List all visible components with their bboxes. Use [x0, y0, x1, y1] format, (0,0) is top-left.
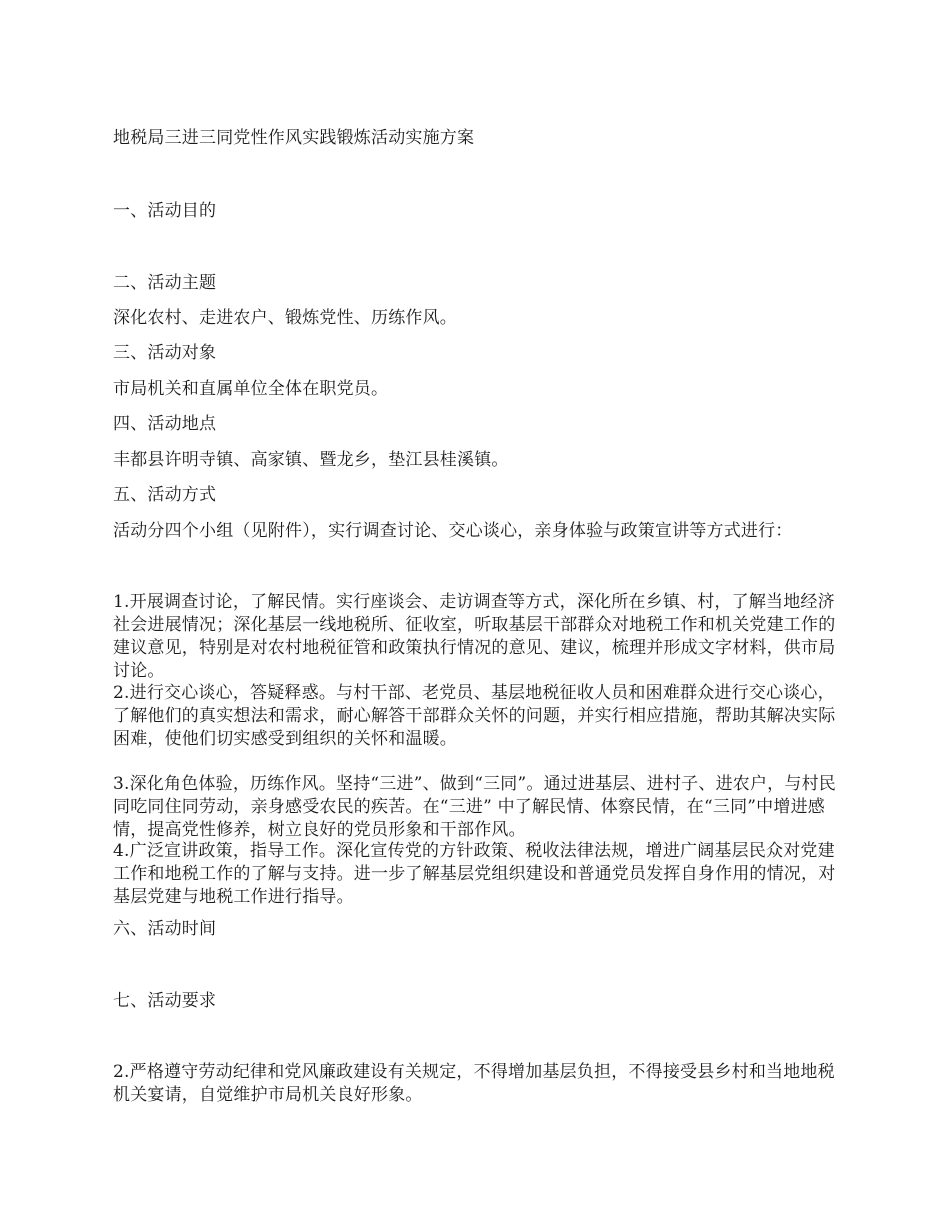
section-heading-target: 三、活动对象 [113, 343, 217, 363]
section-body-target: 市局机关和直属单位全体在职党员。 [113, 379, 389, 399]
method-item-4: 4.广泛宣讲政策，指导工作。深化宣传党的方针政策、税收法律法规，增进广阔基层民众对党建工作和地税工作的了解与支持。进一步了解基层党组织建设和普通党员发挥自身作用的情况，对基层党建与地税工作进行指导。 [113, 841, 836, 907]
method-item-1: 1.开展调查讨论，了解民情。实行座谈会、走访调查等方式，深化所在乡镇、村，了解当地经济社会进展情况；深化基层一线地税所、征收室，听取基层干部群众对地税工作和机关党建工作的建议意见，特别是对农村地税征管和政策执行情况的意见、建议，梳理并形成文字材料，供市局讨论。 [113, 592, 836, 681]
section-heading-time: 六、活动时间 [113, 919, 217, 939]
section-heading-purpose: 一、活动目的 [113, 201, 217, 221]
section-heading-requirements: 七、活动要求 [113, 991, 217, 1011]
section-heading-location: 四、活动地点 [113, 414, 217, 434]
section-heading-method: 五、活动方式 [113, 485, 217, 505]
section-heading-theme: 二、活动主题 [113, 273, 217, 293]
section-body-method: 活动分四个小组（见附件），实行调查讨论、交心谈心，亲身体验与政策宣讲等方式进行： [113, 521, 793, 541]
requirement-item-2: 2.严格遵守劳动纪律和党风廉政建设有关规定，不得增加基层负担，不得接受县乡村和当地地税机关宴请，自觉维护市局机关良好形象。 [113, 1062, 835, 1105]
method-item-2: 2.进行交心谈心，答疑释惑。与村干部、老党员、基层地税征收人员和困难群众进行交心谈心，了解他们的真实想法和需求，耐心解答干部群众关怀的问题，并实行相应措施，帮助其解决实际困难，使他们切实感受到组织的关怀和温暖。 [113, 683, 836, 749]
method-item-3: 3.深化角色体验，历练作风。坚持“三进”、做到“三同”。通过进基层、进村子、进农户，与村民同吃同住同劳动，亲身感受农民的疾苦。在“三进” 中了解民情、体察民情，在“三同”中增进感情，提高党性修养，树立良好的党员形象和干部作风。 [113, 774, 836, 840]
document-title: 地税局三进三同党性作风实践锻炼活动实施方案 [113, 128, 475, 148]
section-body-theme: 深化农村、走进农户、锻炼党性、历练作风。 [113, 308, 457, 328]
section-body-location: 丰都县许明寺镇、高家镇、暨龙乡，垫江县桂溪镇。 [113, 450, 509, 470]
